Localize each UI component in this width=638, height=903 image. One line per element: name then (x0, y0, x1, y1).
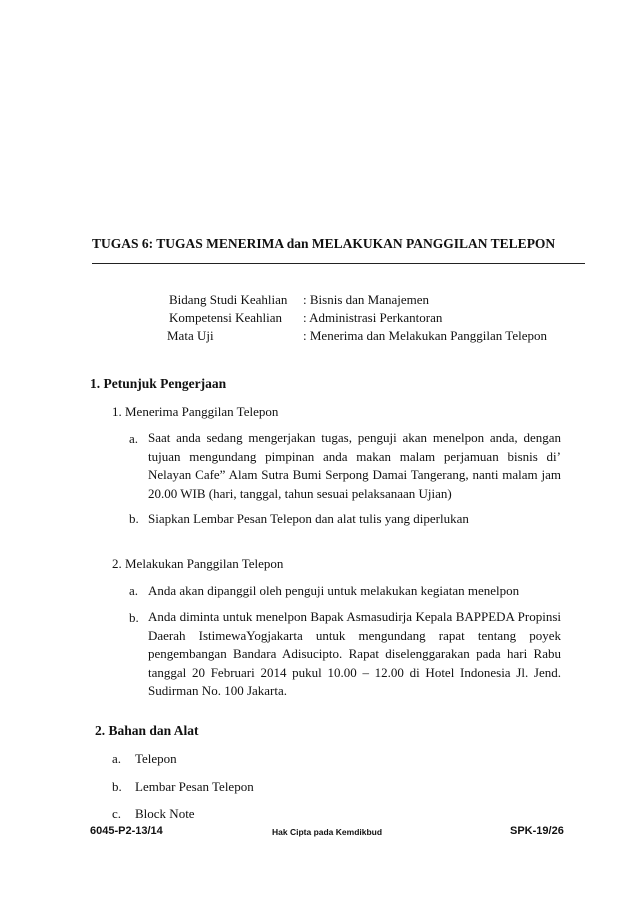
info-value-bidang: : Bisnis dan Manajemen (303, 292, 430, 307)
subsection-title-melakukan: 2. Melakukan Panggilan Telepon (112, 556, 284, 571)
list-marker: b. (129, 610, 139, 625)
info-value-mata-uji: : Menerima dan Melakukan Panggilan Telepon (303, 328, 547, 343)
info-value-kompetensi: : Administrasi Perkantoran (303, 310, 443, 325)
list-marker: c. (112, 806, 122, 821)
title-divider (92, 263, 585, 264)
section-heading-petunjuk: 1. Petunjuk Pengerjaan (90, 376, 227, 391)
list-marker: a. (129, 431, 139, 446)
list-item: Telepon (135, 751, 177, 766)
list-marker: b. (112, 779, 122, 794)
footer-copyright: Hak Cipta pada Kemdikbud (272, 827, 383, 837)
list-marker: a. (112, 751, 122, 766)
info-label-kompetensi: Kompetensi Keahlian (169, 310, 282, 325)
section-heading-bahan: 2. Bahan dan Alat (95, 723, 199, 738)
footer-page-code: SPK-19/26 (510, 825, 564, 837)
list-item: Lembar Pesan Telepon (135, 779, 254, 794)
instruction-text: Anda akan dipanggil oleh penguji untuk melakukan kegiatan menelpon (148, 583, 520, 598)
instruction-paragraph: Saat anda sedang mengerjakan tugas, penguji akan menelpon anda, dengan tujuan mengundang pimpinan anda makan malam perjamuan bisnis di’ Nelayan Cafe” Alam Sutra Bumi Serpong Damai Tangerang, nanti malam jam 20.00 WIB (hari, tanggal, tahun sesuai pelaksanaan Ujian) (148, 430, 561, 501)
list-marker: b. (129, 511, 139, 526)
list-marker: a. (129, 583, 139, 598)
info-label-bidang: Bidang Studi Keahlian (169, 292, 288, 307)
list-item: Block Note (135, 806, 195, 821)
page-title: TUGAS 6: TUGAS MENERIMA dan MELAKUKAN PANGGILAN TELEPON (92, 236, 556, 251)
footer-document-code: 6045-P2-13/14 (90, 825, 163, 837)
instruction-paragraph: Anda diminta untuk menelpon Bapak Asmasudirja Kepala BAPPEDA Propinsi Daerah IstimewaYogjakarta untuk mengundang rapat tentang poyek pengembangan Bandara Adisucipto. Rapat diselenggarakan pada hari Rabu tanggal 20 Februari 2014 pukul 10.00 – 12.00 di Hotel Indonesia Jl. Jend. Sudirman No. 100 Jakarta. (148, 609, 561, 698)
instruction-text: Siapkan Lembar Pesan Telepon dan alat tulis yang diperlukan (148, 511, 469, 526)
info-label-mata-uji: Mata Uji (167, 328, 214, 343)
subsection-title-menerima: 1. Menerima Panggilan Telepon (112, 404, 279, 419)
